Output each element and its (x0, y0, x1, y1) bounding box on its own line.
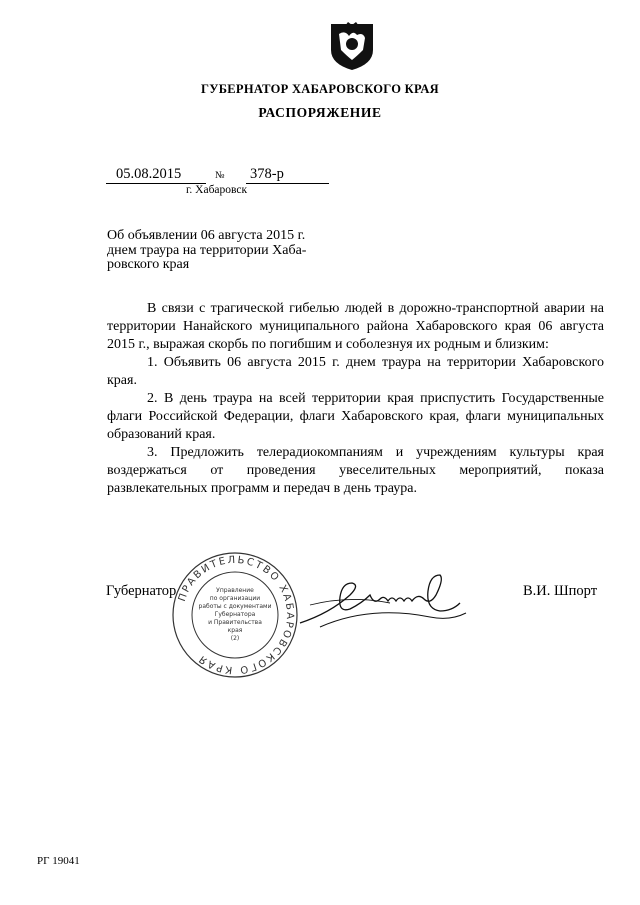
body-paragraph-item-1: 1. Объявить 06 августа 2015 г. днем траура на территории Хабаровского края. (107, 355, 604, 388)
document-subject (107, 229, 337, 273)
signatory-name: В.И. Шпорт (523, 583, 598, 599)
number-underline (246, 183, 329, 184)
issuing-authority: ГУБЕРНАТОР ХАБАРОВСКОГО КРАЯ (200, 82, 440, 96)
official-stamp (170, 550, 300, 680)
stamp-inner-line: края (227, 627, 243, 634)
stamp-inner-line: работы с документами (198, 603, 272, 610)
subject-line: ровского края (107, 257, 190, 272)
document-number: 378-р (250, 166, 284, 182)
number-sign: № (215, 170, 225, 181)
subject-line: днем траура на территории Хаба- (107, 242, 307, 258)
signatory-title: Губернатор (106, 583, 177, 599)
stamp-inner-line: Управление (216, 587, 254, 594)
body-paragraph-item-2: 2. В день траура на всей территории края приспустить Государственные флаги Российской Федерации, флаги Хабаровского края, флаги муниципальных образований края. (107, 391, 604, 442)
registration-code: РГ 19041 (37, 855, 80, 867)
stamp-outer-text: ПРАВИТЕЛЬСТВО ХАБАРОВСКОГО КРАЯ (176, 554, 296, 676)
body-paragraph-item-3: 3. Предложить телерадиокомпаниям и учреждениям культуры края воздержаться от проведения увеселительных мероприятий, показа развлекательных программ и передач в день траура. (107, 445, 604, 496)
document-type: РАСПОРЯЖЕНИЕ (258, 105, 382, 120)
issue-city: г. Хабаровск (186, 184, 248, 196)
document-date: 05.08.2015 (116, 166, 182, 182)
handwritten-signature (290, 565, 470, 635)
stamp-inner-line: и Правительства (208, 619, 262, 626)
khabarovsk-coat-of-arms-icon (327, 20, 377, 72)
stamp-inner-line: (2) (230, 635, 240, 642)
document-body (107, 300, 604, 498)
subject-line: Об объявлении 06 августа 2015 г. (107, 228, 306, 243)
stamp-inner-line: по организации (209, 595, 261, 602)
body-paragraph-preamble: В связи с трагической гибелью людей в дорожно-транспортной аварии на территории Нанайского муниципального района Хабаровского края 06 августа 2015 г., выражая скорбь по погибшим и соболезнуя их родным и близким: (107, 301, 604, 352)
stamp-inner-line: Губернатора (214, 611, 256, 618)
